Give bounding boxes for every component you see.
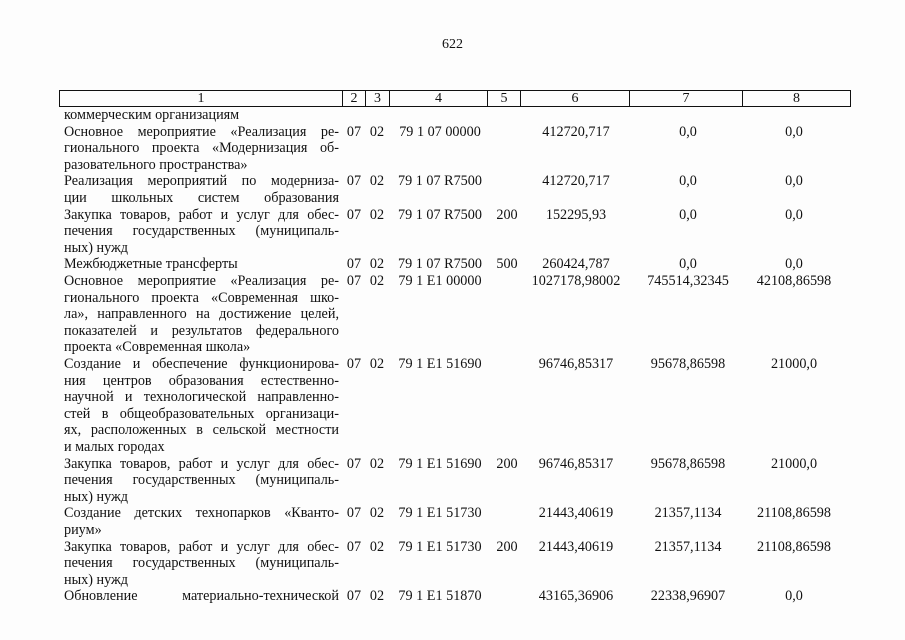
cell-c4: 79 1 07 R7500 — [398, 206, 482, 223]
cell-c6: 1027178,98002 — [531, 272, 621, 289]
cell-c6: 152295,93 — [545, 206, 607, 223]
cell-c7: 0,0 — [679, 256, 697, 273]
cell-c2: 07 — [346, 173, 362, 190]
row-description — [64, 456, 339, 506]
row-description — [64, 356, 339, 456]
row-description — [64, 273, 339, 356]
table-row — [0, 107, 905, 124]
table-row — [0, 505, 905, 538]
row-description — [64, 539, 339, 589]
cell-c4: 79 1 07 R7500 — [398, 256, 482, 273]
description-line: Основное мероприятие «Реализация ре- — [64, 123, 339, 140]
row-description — [64, 505, 339, 538]
header-col-7: 7 — [630, 91, 743, 106]
cell-c2: 07 — [346, 355, 362, 372]
page-number: 622 — [442, 37, 463, 52]
cell-c3: 02 — [369, 173, 385, 190]
cell-c4: 79 1 E1 00000 — [398, 272, 482, 289]
table-row — [0, 207, 905, 257]
description-line: научной и технологической направленно- — [64, 389, 339, 406]
row-description — [64, 588, 339, 605]
cell-c7: 0,0 — [679, 173, 697, 190]
cell-c6: 21443,40619 — [538, 505, 614, 522]
description-line: Реализация мероприятий по модернизa- — [64, 173, 339, 190]
description-line: коммерческим организациям — [64, 107, 240, 123]
cell-c2: 07 — [346, 206, 362, 223]
description-line: ния центров образования естественно- — [64, 372, 339, 389]
description-line: и малых городах — [64, 438, 165, 455]
description-line: печения государственных (муниципаль- — [64, 555, 339, 572]
row-description — [64, 207, 339, 257]
cell-c2: 07 — [346, 505, 362, 522]
cell-c7: 95678,86598 — [650, 355, 726, 372]
cell-c7: 22338,96907 — [650, 588, 726, 605]
table-row — [0, 539, 905, 589]
cell-c7: 21357,1134 — [654, 538, 722, 555]
cell-c3: 02 — [369, 505, 385, 522]
description-line: Закупка товаров, работ и услуг для обес- — [64, 455, 339, 472]
cell-c4: 79 1 07 R7500 — [398, 173, 482, 190]
row-description — [64, 124, 339, 174]
cell-c3: 02 — [369, 123, 385, 140]
cell-c4: 79 1 E1 51730 — [398, 538, 482, 555]
table-row — [0, 173, 905, 206]
cell-c6: 96746,85317 — [538, 355, 614, 372]
description-line: гионального проекта «Современная шко- — [64, 289, 339, 306]
cell-c3: 02 — [369, 206, 385, 223]
cell-c7: 745514,32345 — [647, 272, 729, 289]
description-line: показателей и результатов федерального — [64, 322, 339, 339]
cell-c8: 0,0 — [785, 123, 803, 140]
cell-c7: 21357,1134 — [654, 505, 722, 522]
cell-c4: 79 1 E1 51730 — [398, 505, 482, 522]
description-line: ях, расположенных в сельской местности — [64, 422, 339, 439]
cell-c2: 07 — [346, 123, 362, 140]
description-line: ных) нужд — [64, 571, 129, 588]
header-col-4: 4 — [390, 91, 488, 106]
cell-c3: 02 — [369, 355, 385, 372]
table-row — [0, 273, 905, 356]
header-col-5: 5 — [488, 91, 521, 106]
cell-c6: 260424,787 — [542, 256, 610, 273]
cell-c6: 96746,85317 — [538, 455, 614, 472]
cell-c3: 02 — [369, 256, 385, 273]
header-col-1: 1 — [60, 91, 343, 106]
cell-c8: 0,0 — [785, 588, 803, 605]
description-line: Создание и обеспечение функционирова- — [64, 355, 339, 372]
cell-c6: 412720,717 — [542, 123, 610, 140]
description-line: печения государственных (муниципаль- — [64, 472, 339, 489]
description-line: ных) нужд — [64, 488, 129, 505]
cell-c8: 21108,86598 — [757, 538, 831, 555]
cell-c3: 02 — [369, 588, 385, 605]
cell-c2: 07 — [346, 455, 362, 472]
cell-c8: 21108,86598 — [757, 505, 831, 522]
cell-c3: 02 — [369, 272, 385, 289]
cell-c7: 0,0 — [679, 206, 697, 223]
cell-c7: 0,0 — [679, 123, 697, 140]
cell-c4: 79 1 07 00000 — [399, 123, 481, 140]
table-row — [0, 588, 905, 605]
cell-c4: 79 1 E1 51870 — [398, 588, 482, 605]
cell-c7: 95678,86598 — [650, 455, 726, 472]
table-row — [0, 456, 905, 506]
cell-c6: 21443,40619 — [538, 538, 614, 555]
description-line: Межбюджетные трансферты — [64, 256, 238, 273]
description-line: ции школьных систем образования — [64, 189, 339, 206]
table-body — [0, 107, 905, 605]
table-row — [0, 256, 905, 273]
row-description — [64, 173, 339, 206]
header-col-6: 6 — [521, 91, 630, 106]
cell-c3: 02 — [369, 538, 385, 555]
cell-c8: 21000,0 — [770, 355, 818, 372]
description-line: риум» — [64, 521, 102, 538]
cell-c4: 79 1 E1 51690 — [398, 455, 482, 472]
row-description — [64, 107, 339, 124]
description-line: разовательного пространства» — [64, 156, 248, 173]
description-line: стей в общеобразовательных организаци- — [64, 405, 339, 422]
cell-c5: 200 — [496, 455, 518, 472]
description-line: проекта «Современная школа» — [64, 339, 251, 356]
cell-c5: 200 — [496, 206, 518, 223]
cell-c3: 02 — [369, 455, 385, 472]
row-description — [64, 256, 339, 273]
description-line: гионального проекта «Модернизация об- — [64, 140, 339, 157]
description-line: Закупка товаров, работ и услуг для обес- — [64, 538, 339, 555]
table-header — [59, 90, 851, 107]
cell-c6: 43165,36906 — [538, 588, 614, 605]
cell-c2: 07 — [346, 538, 362, 555]
description-line: Создание детских технопарков «Кванто- — [64, 505, 339, 522]
header-col-8: 8 — [793, 91, 800, 106]
cell-c8: 21000,0 — [770, 455, 818, 472]
cell-c6: 412720,717 — [542, 173, 610, 190]
cell-c2: 07 — [346, 588, 362, 605]
description-line: Обновление материально-технической — [64, 588, 339, 605]
cell-c4: 79 1 E1 51690 — [398, 355, 482, 372]
cell-c5: 500 — [496, 256, 518, 273]
header-col-3: 3 — [366, 91, 390, 106]
header-col-2: 2 — [343, 91, 366, 106]
table-row — [0, 124, 905, 174]
cell-c8: 0,0 — [785, 206, 803, 223]
description-line: ла», направленного на достижение целей, — [64, 306, 339, 323]
cell-c2: 07 — [346, 256, 362, 273]
description-line: Основное мероприятие «Реализация ре- — [64, 272, 339, 289]
cell-c8: 0,0 — [785, 173, 803, 190]
table-row — [0, 356, 905, 456]
description-line: Закупка товаров, работ и услуг для обес- — [64, 206, 339, 223]
cell-c5: 200 — [496, 538, 518, 555]
cell-c8: 42108,86598 — [756, 272, 832, 289]
description-line: печения государственных (муниципаль- — [64, 223, 339, 240]
cell-c2: 07 — [346, 272, 362, 289]
cell-c8: 0,0 — [785, 256, 803, 273]
description-line: ных) нужд — [64, 239, 129, 256]
